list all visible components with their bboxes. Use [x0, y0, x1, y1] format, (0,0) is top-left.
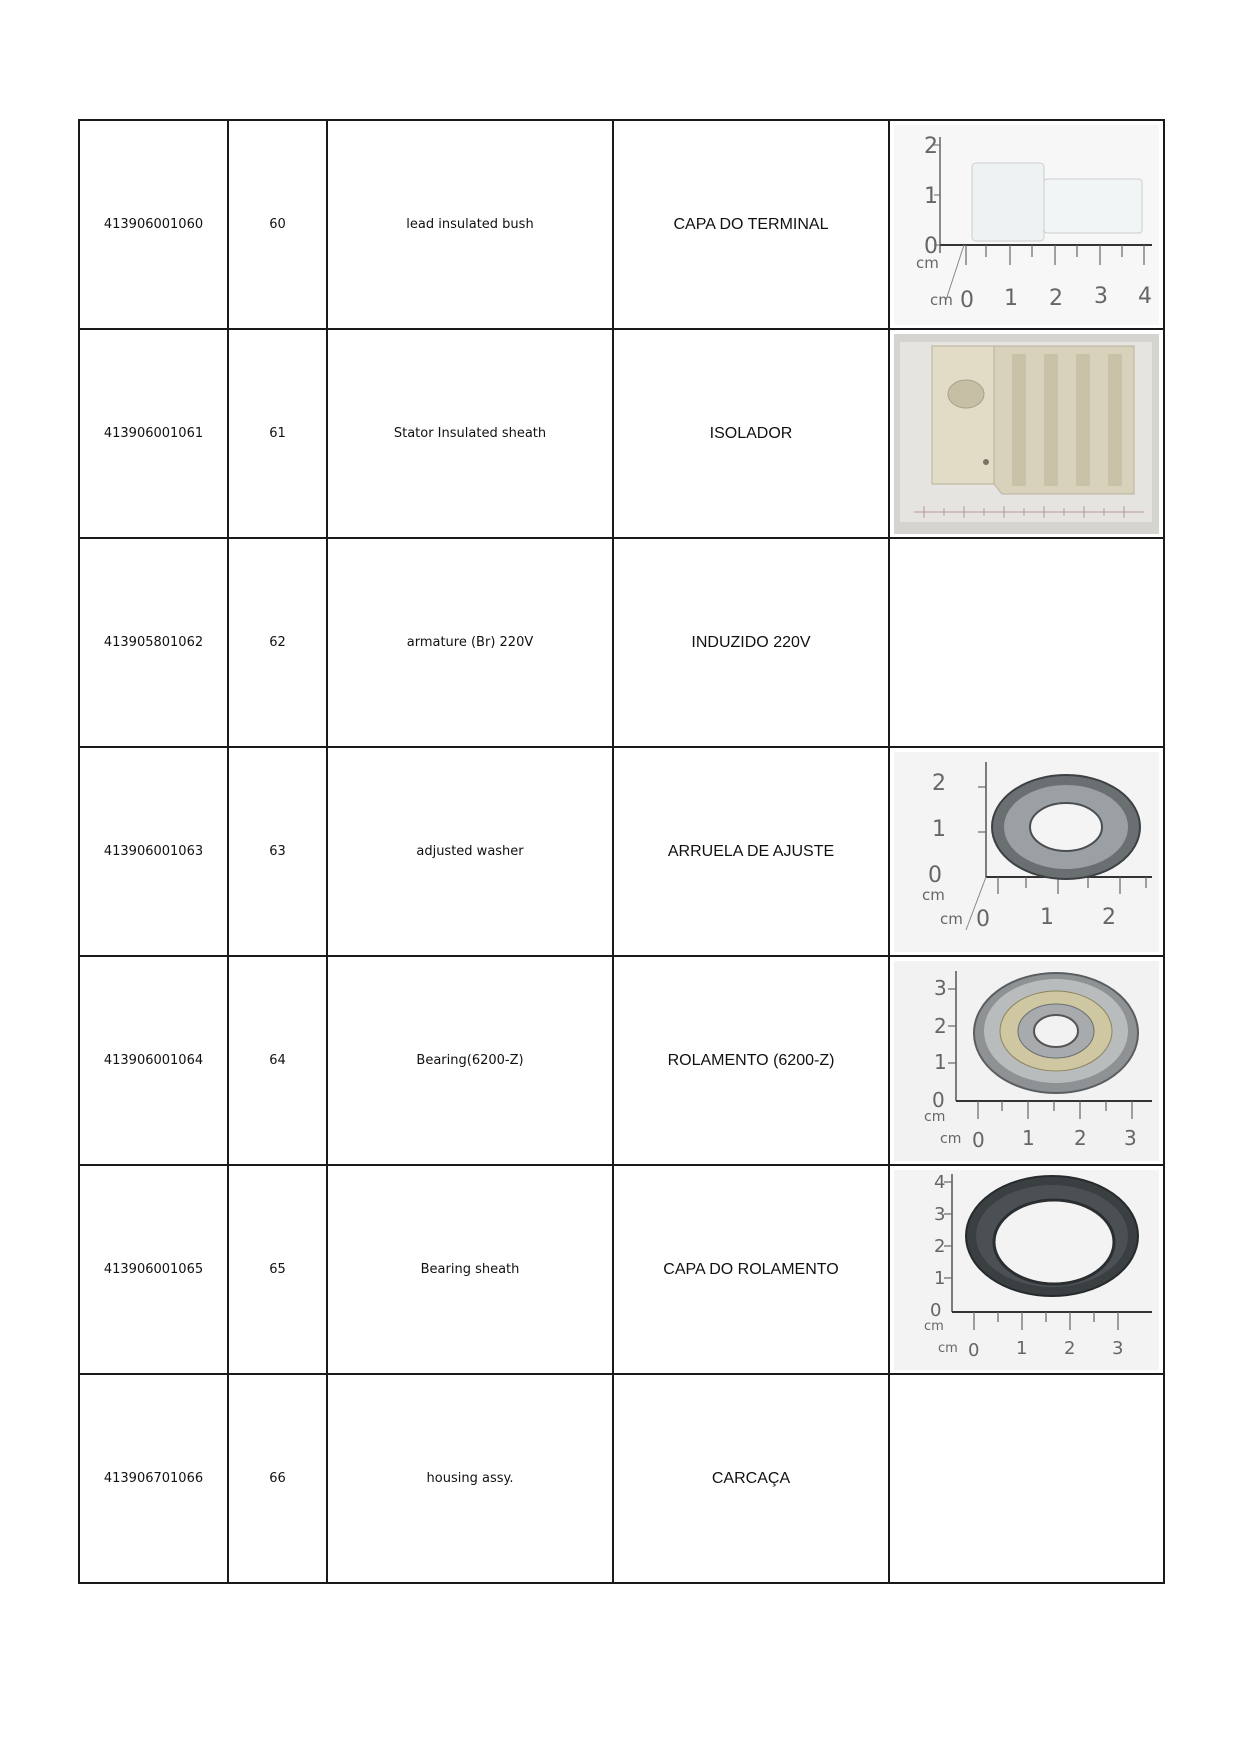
bearing-sheath-photo	[894, 1170, 1159, 1370]
position-number: 62	[228, 538, 327, 747]
y-tick-label: 0	[930, 1299, 942, 1321]
x-tick-label: 1	[1022, 1125, 1035, 1150]
y-tick-label: 2	[934, 1235, 946, 1257]
parts-table	[78, 119, 1165, 1584]
description-pt: ISOLADOR	[613, 329, 889, 538]
y-tick-label: 1	[924, 183, 938, 209]
part-code: 413906001063	[79, 747, 228, 956]
position-number: 63	[228, 747, 327, 956]
x-tick-label: 2	[1049, 285, 1063, 311]
description-en: Bearing(6200-Z)	[327, 956, 613, 1165]
unit-label: cm	[940, 1130, 962, 1147]
x-tick-label: 0	[960, 287, 974, 313]
photo-cell	[889, 1165, 1164, 1374]
unit-label: cm	[930, 290, 953, 309]
y-tick-label: 1	[934, 1267, 946, 1289]
x-tick-label: 0	[968, 1339, 980, 1361]
x-tick-label: 4	[1138, 283, 1152, 309]
table-row	[79, 1374, 1164, 1583]
washer-photo	[894, 752, 1159, 952]
y-tick-label: 3	[934, 975, 947, 1000]
y-tick-label: 1	[932, 816, 946, 842]
part-code: 413906001061	[79, 329, 228, 538]
part-code: 413905801062	[79, 538, 228, 747]
description-en: Bearing sheath	[327, 1165, 613, 1374]
position-number: 66	[228, 1374, 327, 1583]
description-pt: CAPA DO TERMINAL	[613, 120, 889, 329]
table-row	[79, 329, 1164, 538]
position-number: 64	[228, 956, 327, 1165]
part-code: 413906001060	[79, 120, 228, 329]
photo-cell-empty	[889, 1374, 1164, 1583]
unit-label: cm	[924, 1108, 946, 1125]
unit-label: cm	[938, 1340, 958, 1356]
y-tick-label: 4	[934, 1171, 946, 1193]
unit-label: cm	[916, 253, 939, 272]
part-code: 413906701066	[79, 1374, 228, 1583]
description-pt: CAPA DO ROLAMENTO	[613, 1165, 889, 1374]
x-tick-label: 3	[1112, 1337, 1124, 1359]
bearing-photo	[894, 961, 1159, 1161]
x-tick-label: 2	[1102, 904, 1116, 930]
y-tick-label: 0	[932, 1087, 945, 1112]
x-tick-label: 3	[1124, 1125, 1137, 1150]
photo-cell	[889, 956, 1164, 1165]
photo-cell	[889, 747, 1164, 956]
position-number: 61	[228, 329, 327, 538]
description-pt: INDUZIDO 220V	[613, 538, 889, 747]
table-row	[79, 1165, 1164, 1374]
y-tick-label: 1	[934, 1049, 947, 1074]
x-tick-label: 0	[972, 1127, 985, 1152]
description-en: Stator Insulated sheath	[327, 329, 613, 538]
x-tick-label: 1	[1004, 285, 1018, 311]
x-tick-label: 2	[1074, 1125, 1087, 1150]
photo-cell	[889, 329, 1164, 538]
y-tick-label: 3	[934, 1203, 946, 1225]
table-row	[79, 747, 1164, 956]
description-en: housing assy.	[327, 1374, 613, 1583]
x-tick-label: 2	[1064, 1337, 1076, 1359]
y-tick-label: 2	[932, 770, 946, 796]
description-en: lead insulated bush	[327, 120, 613, 329]
description-pt: ARRUELA DE AJUSTE	[613, 747, 889, 956]
y-tick-label: 2	[924, 133, 938, 159]
y-tick-label: 0	[928, 862, 942, 888]
x-tick-label: 3	[1094, 283, 1108, 309]
position-number: 65	[228, 1165, 327, 1374]
terminal-bush-photo	[894, 125, 1159, 325]
stator-insulator-photo	[894, 334, 1159, 534]
part-code: 413906001064	[79, 956, 228, 1165]
unit-label: cm	[940, 909, 963, 928]
description-pt: CARCAÇA	[613, 1374, 889, 1583]
photo-cell-empty	[889, 538, 1164, 747]
part-code: 413906001065	[79, 1165, 228, 1374]
unit-label: cm	[924, 1318, 944, 1334]
photo-cell	[889, 120, 1164, 329]
position-number: 60	[228, 120, 327, 329]
x-tick-label: 1	[1040, 904, 1054, 930]
x-tick-label: 0	[976, 906, 990, 932]
x-tick-label: 1	[1016, 1337, 1028, 1359]
y-tick-label: 0	[924, 233, 938, 259]
description-en: adjusted washer	[327, 747, 613, 956]
table-row	[79, 956, 1164, 1165]
description-pt: ROLAMENTO (6200-Z)	[613, 956, 889, 1165]
table-row	[79, 120, 1164, 329]
y-tick-label: 2	[934, 1013, 947, 1038]
description-en: armature (Br) 220V	[327, 538, 613, 747]
unit-label: cm	[922, 885, 945, 904]
table-row	[79, 538, 1164, 747]
